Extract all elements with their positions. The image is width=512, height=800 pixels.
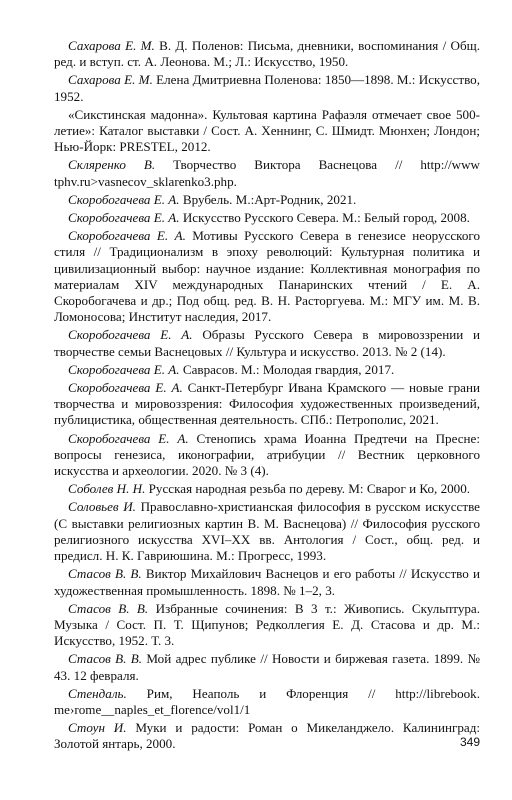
entry-text: Рим, Неаполь и Флоренция // http://librebook. me›rome__naples_et_florence/vol1/1 xyxy=(54,685,480,717)
entry-text: Мой адрес публике // Новости и биржевая газета. 1899. № 43. 12 февраля. xyxy=(54,651,481,683)
entry-author: Стасов В. В. xyxy=(68,600,149,616)
bibliography-entry xyxy=(54,686,480,718)
entry-author: Стендаль. xyxy=(68,685,127,701)
bibliography-entry xyxy=(54,228,480,325)
bibliography-entry xyxy=(54,380,480,429)
entry-text: Мотивы Русского Севера в генезисе неорусского стиля // Традиционализм в эпоху революций: Культурная политика и цивилизационный выбор: научное издание: Коллективная монография по материалам XIV международных Панаринских чтений / Е. А. Скоробогачева и др.; Под общ. ред. В. Н. Расторгуева. М.: МГУ им. М. В. Ломоносова; Институт наследия, 2017. xyxy=(54,228,480,325)
bibliography-entry xyxy=(54,107,480,156)
entry-author: Стоун И. xyxy=(68,720,127,736)
bibliography-entry xyxy=(54,481,480,497)
entry-author: Сахарова Е. М. xyxy=(68,72,153,88)
bibliography-entry xyxy=(54,362,480,378)
entry-text: Виктор Михайлович Васнецов и его работы // Искусство и художественная промышленность. 1898. № 1–2, 3. xyxy=(54,566,480,598)
entry-text: В. Д. Поленов: Письма, дневники, воспоминания / Общ. ред. и вступ. ст. А. Леонова. М.; Л.: Искусство, 1950. xyxy=(54,38,481,70)
bibliography-entry xyxy=(54,192,480,208)
entry-text: Муки и радости: Роман о Микеланджело. Калининград: Золотой янтарь, 2000. xyxy=(54,720,480,752)
bibliography-entry xyxy=(54,38,480,70)
bibliography-entry xyxy=(54,327,480,359)
bibliography-entry xyxy=(54,157,480,189)
bibliography-entry xyxy=(54,72,480,104)
entry-text: Саврасов. М.: Молодая гвардия, 2017. xyxy=(179,361,395,377)
bibliography-entry xyxy=(54,720,480,752)
entry-text: Православно-христианская философия в русском искусстве (С выставки религиозных картин В. М. Васнецова) // Философия русского религиозного искусства XVI–XX вв. Антология / Сост., общ. ред. и предисл. Н. К. Гавриюшина. М.: Прогресс, 1993. xyxy=(54,499,480,564)
entry-text: Елена Дмитриевна Поленова: 1850—1898. М.: Искусство, 1952. xyxy=(54,72,480,104)
bibliography-entry xyxy=(54,651,480,683)
entry-author: Скоробогачева Е. А. xyxy=(68,430,189,446)
entry-author: Стасов В. В. xyxy=(68,651,143,667)
entry-text: Творчество Виктора Васнецова // http://www tphv.ru>vasnecov_sklarenko3.php. xyxy=(54,157,480,189)
entry-author: Скоробогачева Е. А. xyxy=(68,191,180,207)
bibliography-list xyxy=(54,38,480,753)
entry-text: Стенопись храма Иоанна Предтечи на Пресне: вопросы генезиса, иконографии, атрибуции // Вестник церковного искусства и археологии. 2020. № 3 (4). xyxy=(54,430,480,479)
bibliography-entry xyxy=(54,431,480,480)
entry-text: Искусство Русского Севера. М.: Белый город, 2008. xyxy=(179,210,470,226)
entry-author: Скляренко В. xyxy=(68,157,156,173)
bibliography-entry xyxy=(54,499,480,564)
entry-author: Скоробогачева Е. А. xyxy=(68,327,193,343)
entry-text: «Сикстинская мадонна». Культовая картина Рафаэля отмечает свое 500-летие»: Каталог выставки / Сост. А. Хеннинг, С. Шмидт. Мюнхен; Лондон; Нью-Йорк: PRESTEL, 2012. xyxy=(54,106,480,155)
entry-author: Скоробогачева Е. А. xyxy=(68,210,180,226)
entry-text: Образы Русского Севера в мировоззрении и творчестве семьи Васнецовых // Культура и искусство. 2013. № 2 (14). xyxy=(54,327,480,359)
entry-text: Врубель. М.:Арт-Родник, 2021. xyxy=(179,191,357,207)
entry-author: Скоробогачева Е. А. xyxy=(68,361,180,377)
bibliography-entry xyxy=(54,566,480,598)
entry-author: Стасов В. В. xyxy=(68,566,142,582)
entry-author: Скоробогачева Е. А. xyxy=(68,228,186,244)
entry-text: Санкт-Петербург Ивана Крамского — новые грани творчества и мировоззрения: Философия художественных произведений, публицистика, общественная деятельность. СПб.: Петрополис, 2021. xyxy=(54,380,480,428)
page-number: 349 xyxy=(459,735,480,749)
bibliography-entry xyxy=(54,210,480,226)
entry-author: Соловьев И. xyxy=(68,499,136,515)
entry-author: Соболев Н. Н. xyxy=(68,481,146,497)
bibliography-entry xyxy=(54,601,480,650)
entry-author: Скоробогачева Е. А. xyxy=(68,380,183,396)
entry-text: Избранные сочинения: В 3 т.: Живопись. Скульптура. Музыка / Сост. П. Т. Щипунов; Редколлегия Е. Д. Стасова и др. М.: Искусство, 1952. Т. 3. xyxy=(54,600,481,649)
entry-author: Сахарова Е. М. xyxy=(68,38,155,53)
entry-text: Русская народная резьба по дереву. М: Сварог и Ко, 2000. xyxy=(145,481,471,497)
